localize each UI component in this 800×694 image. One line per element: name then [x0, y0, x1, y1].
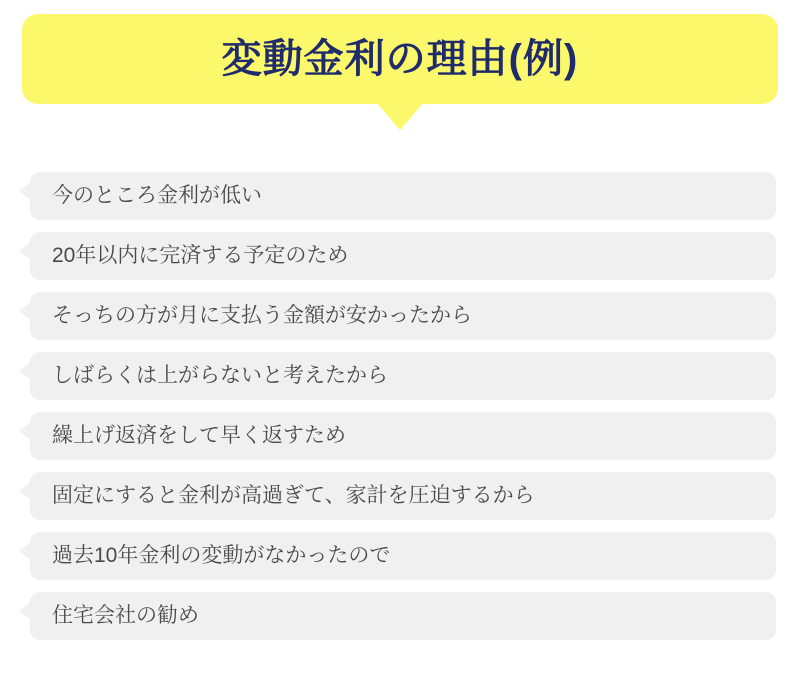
speech-bubble: [30, 592, 776, 640]
page-title: 変動金利の理由(例): [221, 37, 579, 81]
bubble-tail-icon: [19, 602, 31, 620]
list-item: [30, 352, 776, 400]
list-item: [30, 592, 776, 640]
bubble-tail-icon: [19, 182, 31, 200]
list-item: [30, 232, 776, 280]
list-item-label: 固定にすると金利が高過ぎて、家計を圧迫するから: [52, 484, 535, 508]
reason-list: [0, 172, 800, 652]
list-item: [30, 172, 776, 220]
list-item-label: 20年以内に完済する予定のため: [52, 244, 349, 268]
bubble-tail-icon: [19, 482, 31, 500]
bubble-tail-icon: [19, 362, 31, 380]
list-item-label: 過去10年金利の変動がなかったので: [52, 544, 391, 568]
list-item-label: 今のところ金利が低い: [52, 184, 262, 208]
list-item: [30, 532, 776, 580]
list-item: [30, 292, 776, 340]
list-item-label: 住宅会社の勧め: [52, 604, 199, 628]
title-banner-body: [22, 14, 778, 104]
bubble-tail-icon: [19, 302, 31, 320]
list-item: [30, 472, 776, 520]
speech-bubble: [30, 472, 776, 520]
list-item-label: 繰上げ返済をして早く返すため: [52, 424, 346, 448]
banner-pointer-icon: [376, 102, 424, 130]
bubble-tail-icon: [19, 542, 31, 560]
speech-bubble: [30, 232, 776, 280]
speech-bubble: [30, 532, 776, 580]
title-banner: [22, 14, 778, 104]
speech-bubble: [30, 172, 776, 220]
speech-bubble: [30, 292, 776, 340]
bubble-tail-icon: [19, 422, 31, 440]
infographic-page: [0, 14, 800, 694]
list-item-label: しばらくは上がらないと考えたから: [52, 364, 388, 388]
bubble-tail-icon: [19, 242, 31, 260]
speech-bubble: [30, 352, 776, 400]
list-item: [30, 412, 776, 460]
speech-bubble: [30, 412, 776, 460]
list-item-label: そっちの方が月に支払う金額が安かったから: [52, 304, 472, 328]
